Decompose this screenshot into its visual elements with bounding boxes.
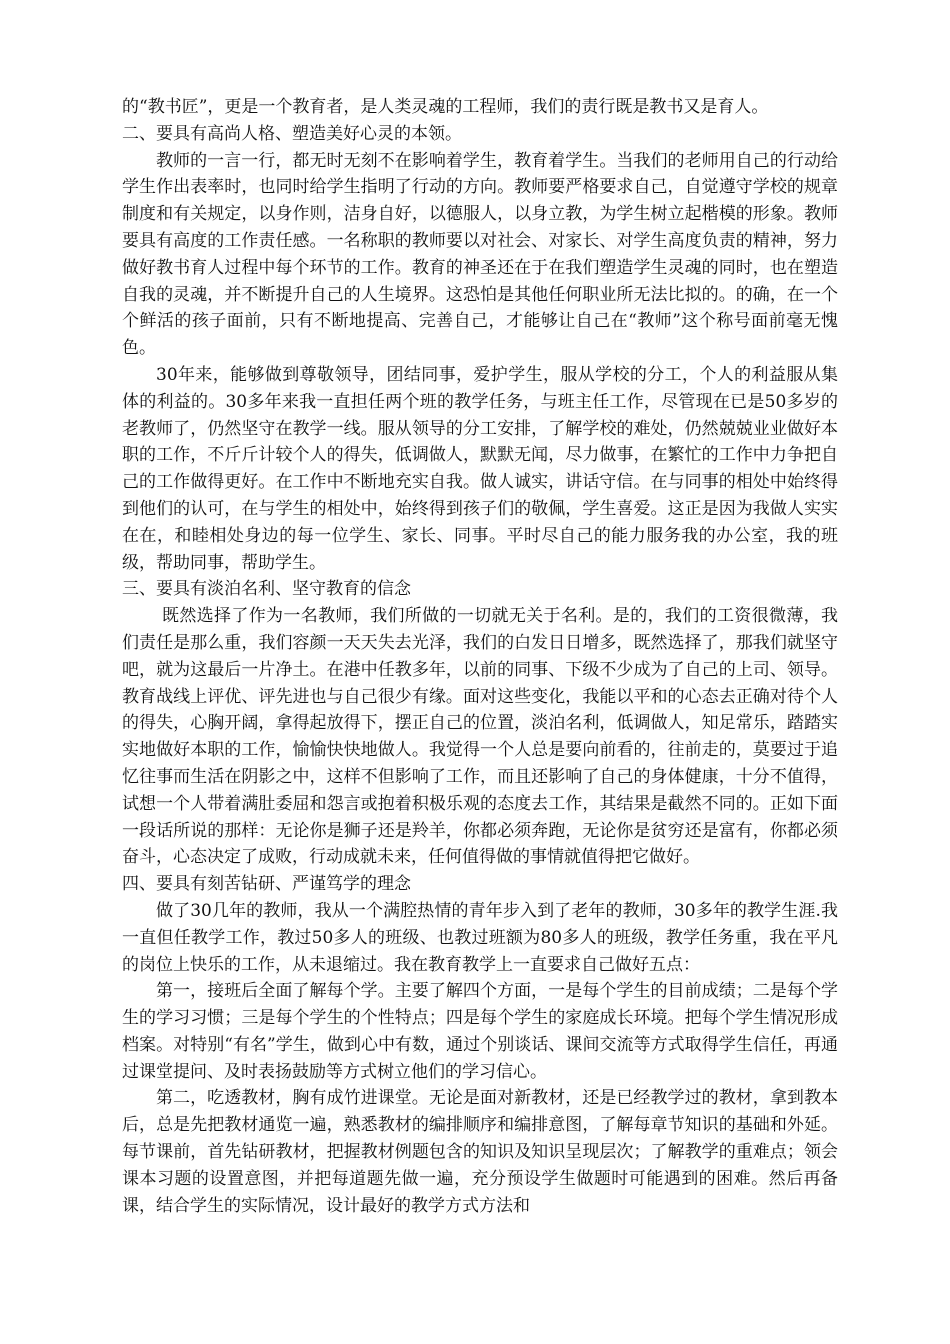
section-heading-3: 三、要具有淡泊名利、坚守教育的信念	[122, 579, 411, 600]
paragraph: 既然选择了作为一名教师，我们所做的一切就无关于名利。是的，我们的工资很微薄，我们责任是那么重，我们容颜一天天失去光泽，我们的白发日日增多，既然选择了，那我们就坚守吧，就为这最后一片净土。在港中任教多年，以前的同事、下级不少成为了自己的上司、领导。教育战线上评优、评先进也与自己很少有缘。面对这些变化，我能以平和的心态去正确对待个人的得失，心胸开阔，拿得起放得下，摆正自己的位置，淡泊名利，低调做人，知足常乐，踏踏实实地做好本职的工作，愉愉快快地做人。我觉得一个人总是要向前看的，往前走的，莫要过于追忆往事而生活在阴影之中，这样不但影响了工作，而且还影响了自己的身体健康，十分不值得，试想一个人带着满肚委屈和怨言或抱着积极乐观的态度去工作，其结果是截然不同的。正如下面一段话所说的那样：无论你是狮子还是羚羊，你都必须奔跑，无论你是贫穷还是富有，你都必须奋斗，心态决定了成败，行动成就未来，任何值得做的事情就值得把它做好。	[122, 606, 838, 868]
paragraph-continuation: 的“教书匠”，更是一个教育者，是人类灵魂的工程师，我们的责行既是教书又是育人。	[122, 97, 769, 117]
section-heading-4: 四、要具有刻苦钻研、严谨笃学的理念	[122, 874, 411, 895]
paragraph: 教师的一言一行，都无时无刻不在影响着学生，教育着学生。当我们的老师用自己的行动给学生作出表率时，也同时给学生指明了行动的方向。教师要严格要求自己，自觉遵守学校的规章制度和有关规定，以身作则，洁身自好，以德服人，以身立教，为学生树立起楷模的形象。教师要具有高度的工作责任感。一名称职的教师要以对社会、对家长、对学生高度负责的精神，努力做好教书育人过程中每个环节的工作。教育的神圣还在于在我们塑造学生灵魂的同时，也在塑造自我的灵魂，并不断提升自己的人生境界。这恐怕是其他任何职业所无法比拟的。的确，在一个个鲜活的孩子面前，只有不断地提高、完善自己，才能够让自己在“教师”这个称号面前毫无愧色。	[122, 150, 838, 359]
document-page	[122, 94, 838, 1219]
paragraph: 第二，吃透教材，胸有成竹进课堂。无论是面对新教材，还是已经教学过的教材，拿到教本后，总是先把教材通览一遍，熟悉教材的编排顺序和编排意图，了解每章节知识的基础和外延。每节课前，首先钻研教材，把握教材例题包含的知识及知识呈现层次；了解教学的重难点；领会课本习题的设置意图，并把每道题先做一遍，充分预设学生做题时可能遇到的困难。然后再备课，结合学生的实际情况，设计最好的教学方式方法和	[122, 1088, 838, 1216]
paragraph: 30年来，能够做到尊敬领导，团结同事，爱护学生，服从学校的分工，个人的利益服从集体的利益的。30多年来我一直担任两个班的教学任务，与班主任工作，尽管现在已是50多岁的老教师了，仍然坚守在教学一线。服从领导的分工安排，了解学校的难处，仍然兢兢业业做好本职的工作，不斤斤计较个人的得失，低调做人，默默无闻，尽力做事，在繁忙的工作中力争把自己的工作做得更好。在工作中不断地充实自我。做人诚实，讲话守信。在与同事的相处中始终得到他们的认可，在与学生的相处中，始终得到孩子们的敬佩，学生喜爱。这正是因为我做人实实在在，和睦相处身边的每一位学生、家长、同事。平时尽自己的能力服务我的办公室，我的班级，帮助同事，帮助学生。	[122, 364, 838, 573]
paragraph: 做了30几年的教师，我从一个满腔热情的青年步入到了老年的教师，30多年的教学生涯.我一直但任教学工作，教过50多人的班级、也教过班额为80多人的班级，教学任务重，我在平凡的岗位上快乐的工作，从未退缩过。我在教育教学上一直要求自己做好五点：	[122, 900, 838, 975]
paragraph: 第一，接班后全面了解每个学。主要了解四个方面，一是每个学生的目前成绩；二是每个学生的学习习惯；三是每个学生的个性特点；四是每个学生的家庭成长环境。把每个学生情况形成档案。对特别“有名”学生，做到心中有数，通过个别谈话、课间交流等方式取得学生信任，再通过课堂提问、及时表扬鼓励等方式树立他们的学习信心。	[122, 981, 838, 1082]
section-heading-2: 二、要具有高尚人格、塑造美好心灵的本领。	[122, 123, 462, 144]
